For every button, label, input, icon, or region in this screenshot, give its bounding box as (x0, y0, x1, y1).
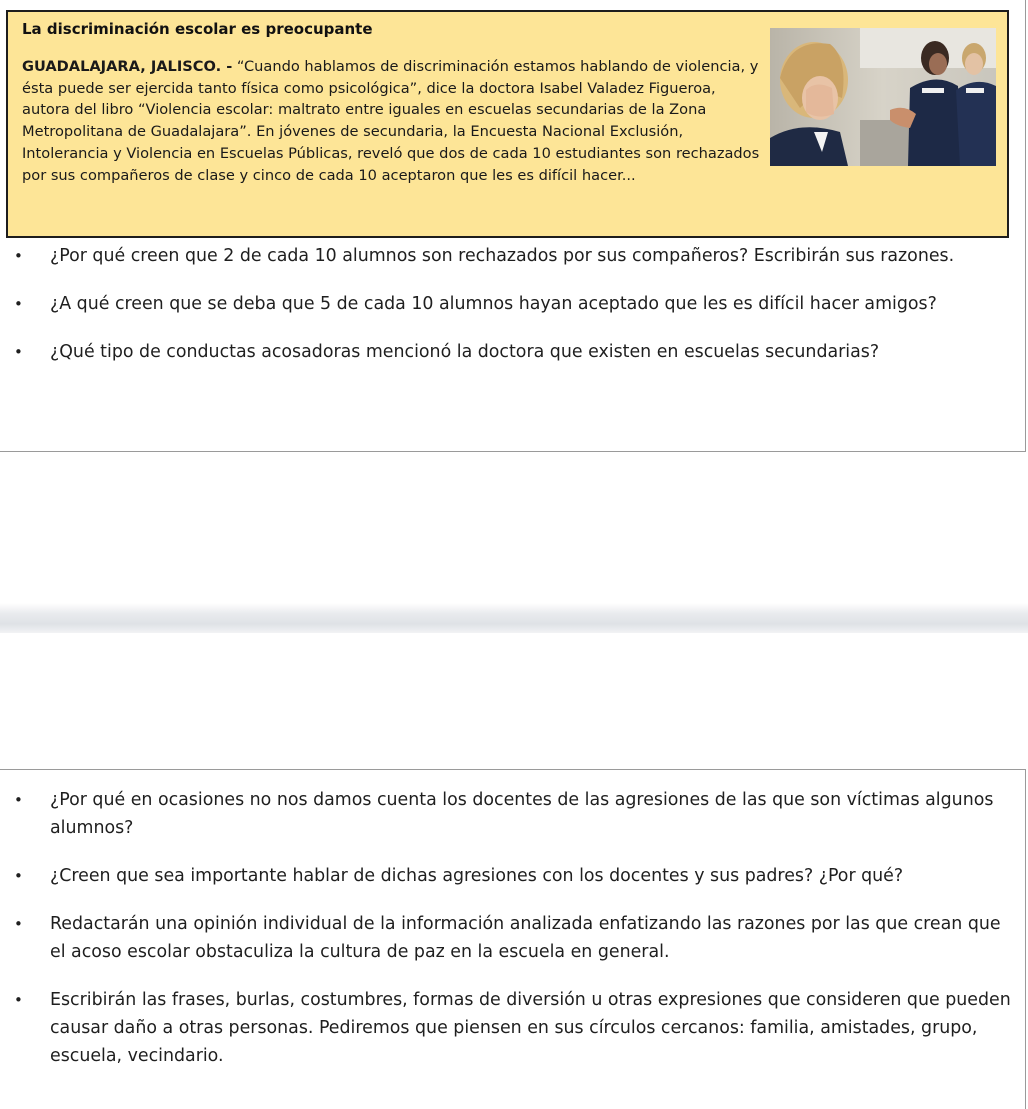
question-list-2 (0, 786, 1028, 1070)
article-title: La discriminación escolar es preocupante (22, 20, 373, 38)
bullet-icon: • (14, 247, 23, 265)
article-body (22, 56, 972, 186)
question-text: ¿Qué tipo de conductas acosadoras mencionó la doctora que existen en escuelas secundarias? (50, 342, 880, 362)
question-item (0, 786, 1028, 842)
question-item (0, 910, 1028, 966)
question-text: ¿Creen que sea importante hablar de dichas agresiones con los docentes y sus padres? ¿Por qué? (50, 866, 904, 886)
question-item (0, 290, 1028, 318)
article-photo (770, 28, 996, 166)
article-dateline: GUADALAJARA, JALISCO. - (22, 58, 233, 75)
schoolgirl-crying-photo-icon (770, 28, 996, 166)
bullet-icon: • (14, 867, 23, 885)
question-item (0, 338, 1028, 366)
document-page-1 (0, 0, 1026, 452)
bullet-icon: • (14, 791, 23, 809)
page-separator (0, 603, 1028, 633)
question-text: ¿Por qué en ocasiones no nos damos cuenta los docentes de las agresiones de las que son víctimas algunos alumnos? (50, 790, 994, 838)
question-item (0, 242, 1028, 270)
question-text: ¿Por qué creen que 2 de cada 10 alumnos son rechazados por sus compañeros? Escribirán sus razones. (50, 246, 955, 266)
document-page-2 (0, 769, 1026, 1109)
question-text: Redactarán una opinión individual de la información analizada enfatizando las razones por las que crean que el acoso escolar obstaculiza la cultura de paz en la escuela en general. (50, 914, 1001, 962)
question-item (0, 986, 1028, 1070)
question-text: Escribirán las frases, burlas, costumbres, formas de diversión u otras expresiones que consideren que pueden causar daño a otras personas. Pediremos que piensen en sus círculos cercanos: familia, amistades, grupo, escuela, vecindario. (50, 990, 1011, 1066)
bullet-icon: • (14, 295, 23, 313)
bullet-icon: • (14, 991, 23, 1009)
article-text: “Cuando hablamos de discriminación estamos hablando de violencia, y ésta puede ser ejercida tanto física como psicológica”, dice la doctora Isabel Valadez Figueroa, autora del libro “Violencia escolar: maltrato entre iguales en escuelas secundarias de la Zona Metropolitana de Guadalajara”. En jóvenes de secundaria, la Encuesta Nacional Exclusión, Intolerancia y Violencia en Escuelas Públicas, reveló que dos de cada 10 estudiantes son rechazados por sus compañeros de clase y cinco de cada 10 aceptaron que les es difícil hacer... (22, 58, 760, 184)
bullet-icon: • (14, 915, 23, 933)
question-text: ¿A qué creen que se deba que 5 de cada 10 alumnos hayan aceptado que les es difícil hacer amigos? (50, 294, 937, 314)
news-article-box (6, 10, 1009, 238)
bullet-icon: • (14, 343, 23, 361)
question-item (0, 862, 1028, 890)
question-list-1 (0, 242, 1028, 366)
